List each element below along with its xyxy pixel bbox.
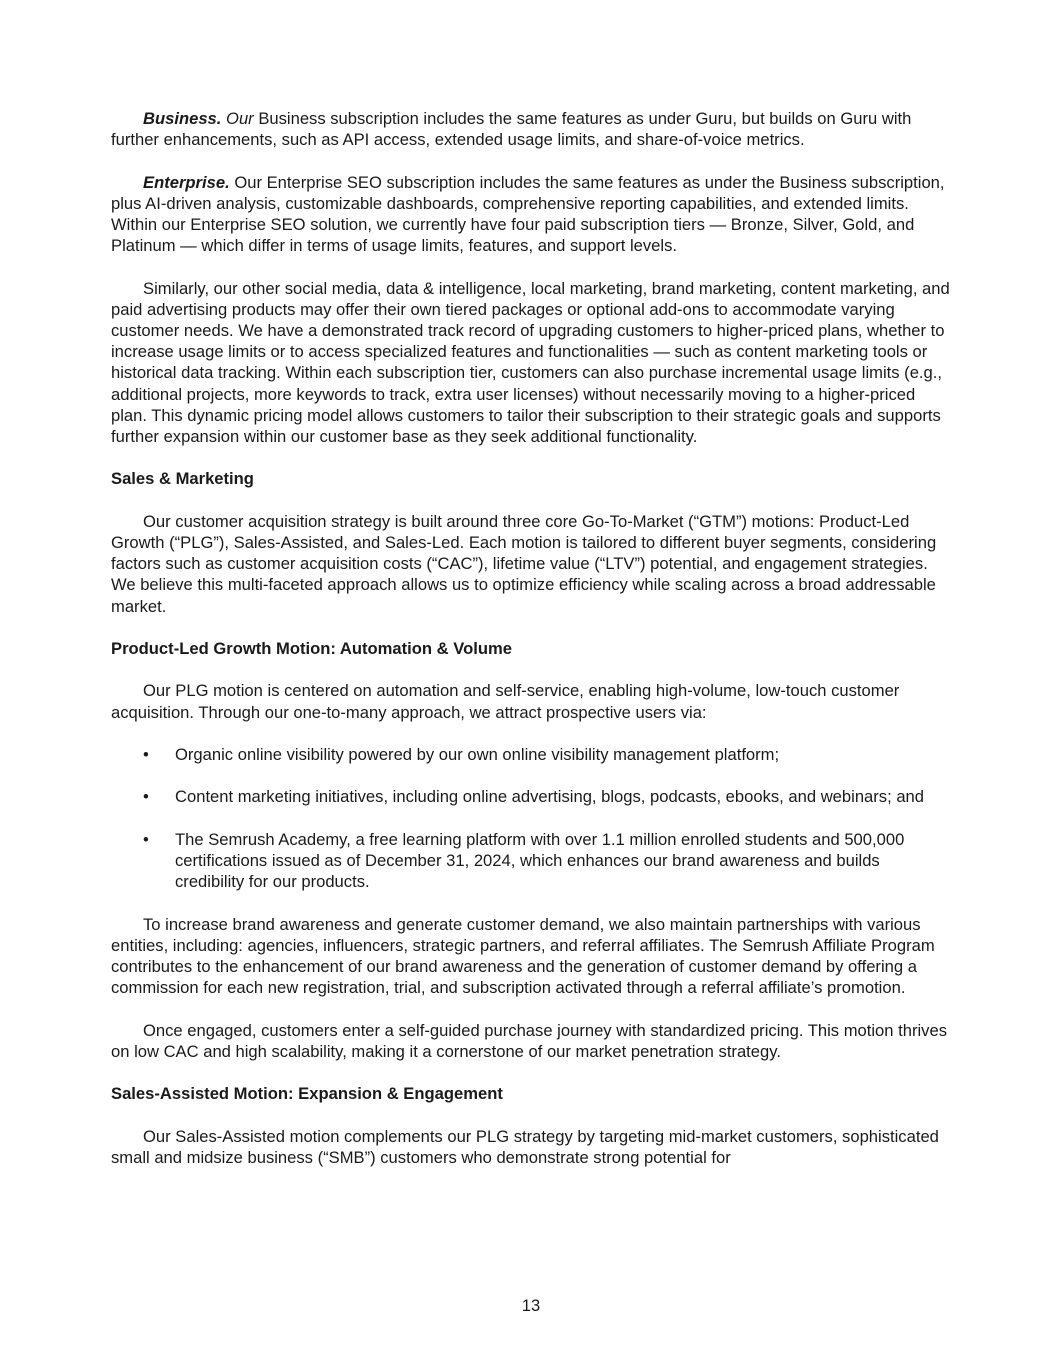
- bullet-icon: •: [143, 787, 149, 807]
- list-item: [111, 744, 951, 765]
- purchase-journey-paragraph: Once engaged, customers enter a self-guided purchase journey with standardized pricing. This motion thrives on low CAC and high scalability, making it a cornerstone of our market penetration strategy.: [111, 1020, 948, 1061]
- partnerships-paragraph: To increase brand awareness and generate customer demand, we also maintain partnerships with various entities, including: agencies, influencers, strategic partners, and referral affiliates. The Semrush Affiliate Program contributes to the enhancement of our brand awareness and the generation of customer demand by offering a commission for each new registration, trial, and subscription activated through a referral affiliate’s promotion.: [111, 914, 935, 998]
- sales-marketing-heading: Sales & Marketing: [111, 469, 254, 489]
- list-item-text: The Semrush Academy, a free learning platform with over 1.1 million enrolled students and 500,000 certifications issued as of December 31, 2024, which enhances our brand awareness and builds credibility for our products.: [175, 829, 905, 892]
- enterprise-paragraph: [111, 172, 951, 257]
- list-item: [111, 786, 951, 807]
- gtm-strategy-paragraph: Our customer acquisition strategy is built around three core Go-To-Market (“GTM”) motions: Product-Led Growth (“PLG”), Sales-Assisted, and Sales-Led. Each motion is tailored to different buyer segments, considering factors such as customer acquisition costs (“CAC”), lifetime value (“LTV”) potential, and engagement strategies. We believe this multi-faceted approach allows us to optimize efficiency while scaling across a broad addressable market.: [111, 511, 937, 616]
- plg-heading: Product-Led Growth Motion: Automation & Volume: [111, 639, 512, 658]
- page-number: 13: [521, 1296, 541, 1315]
- bullet-icon: •: [143, 744, 149, 764]
- enterprise-run-in-heading: Enterprise.: [143, 172, 230, 192]
- sales-assisted-heading: Sales-Assisted Motion: Expansion & Engagement: [111, 1084, 503, 1104]
- list-item: [111, 829, 951, 893]
- business-run-in-continuation: Our: [226, 109, 254, 128]
- document-page: [111, 108, 951, 1189]
- plg-channel-list: [111, 744, 951, 892]
- tiered-packages-paragraph: Similarly, our other social media, data & intelligence, local marketing, brand marketing, content marketing, and paid advertising products may offer their own tiered packages or optional add-ons to accommodate varying customer needs. We have a demonstrated track record of upgrading customers to higher-priced plans, whether to increase usage limits or to access specialized features and functionalities — such as content marketing tools or historical data tracking. Within each subscription tier, customers can also purchase incremental usage limits (e.g., additional projects, more keywords to track, extra user licenses) without necessarily moving to a higher-priced plan. This dynamic pricing model allows customers to tailor their subscription to their strategic goals and supports further expansion within our customer base as they seek additional functionality.: [111, 278, 950, 447]
- business-run-in-heading: Business.: [143, 109, 222, 128]
- plg-intro-paragraph: Our PLG motion is centered on automation and self-service, enabling high-volume, low-touch customer acquisition. Through our one-to-many approach, we attract prospective users via:: [111, 681, 900, 722]
- bullet-icon: •: [143, 829, 149, 849]
- business-paragraph: [111, 108, 951, 150]
- business-text: Business subscription includes the same features as under Guru, but builds on Guru with further enhancements, such as API access, extended usage limits, and share-of-voice metrics.: [111, 109, 912, 150]
- enterprise-text: Our Enterprise SEO subscription includes the same features as under the Business subscription, plus AI-driven analysis, customizable dashboards, comprehensive reporting capabilities, and extended limits. Within our Enterprise SEO solution, we currently have four paid subscription tiers — Bronze, Silver, Gold, and Platinum — which differ in terms of usage limits, features, and support levels.: [111, 172, 945, 256]
- sales-assisted-paragraph: Our Sales-Assisted motion complements our PLG strategy by targeting mid-market customers, sophisticated small and midsize business (“SMB”) customers who demonstrate strong potential for: [111, 1126, 939, 1167]
- list-item-text: Content marketing initiatives, including online advertising, blogs, podcasts, ebooks, and webinars; and: [175, 787, 925, 807]
- list-item-text: Organic online visibility powered by our own online visibility management platform;: [175, 744, 780, 764]
